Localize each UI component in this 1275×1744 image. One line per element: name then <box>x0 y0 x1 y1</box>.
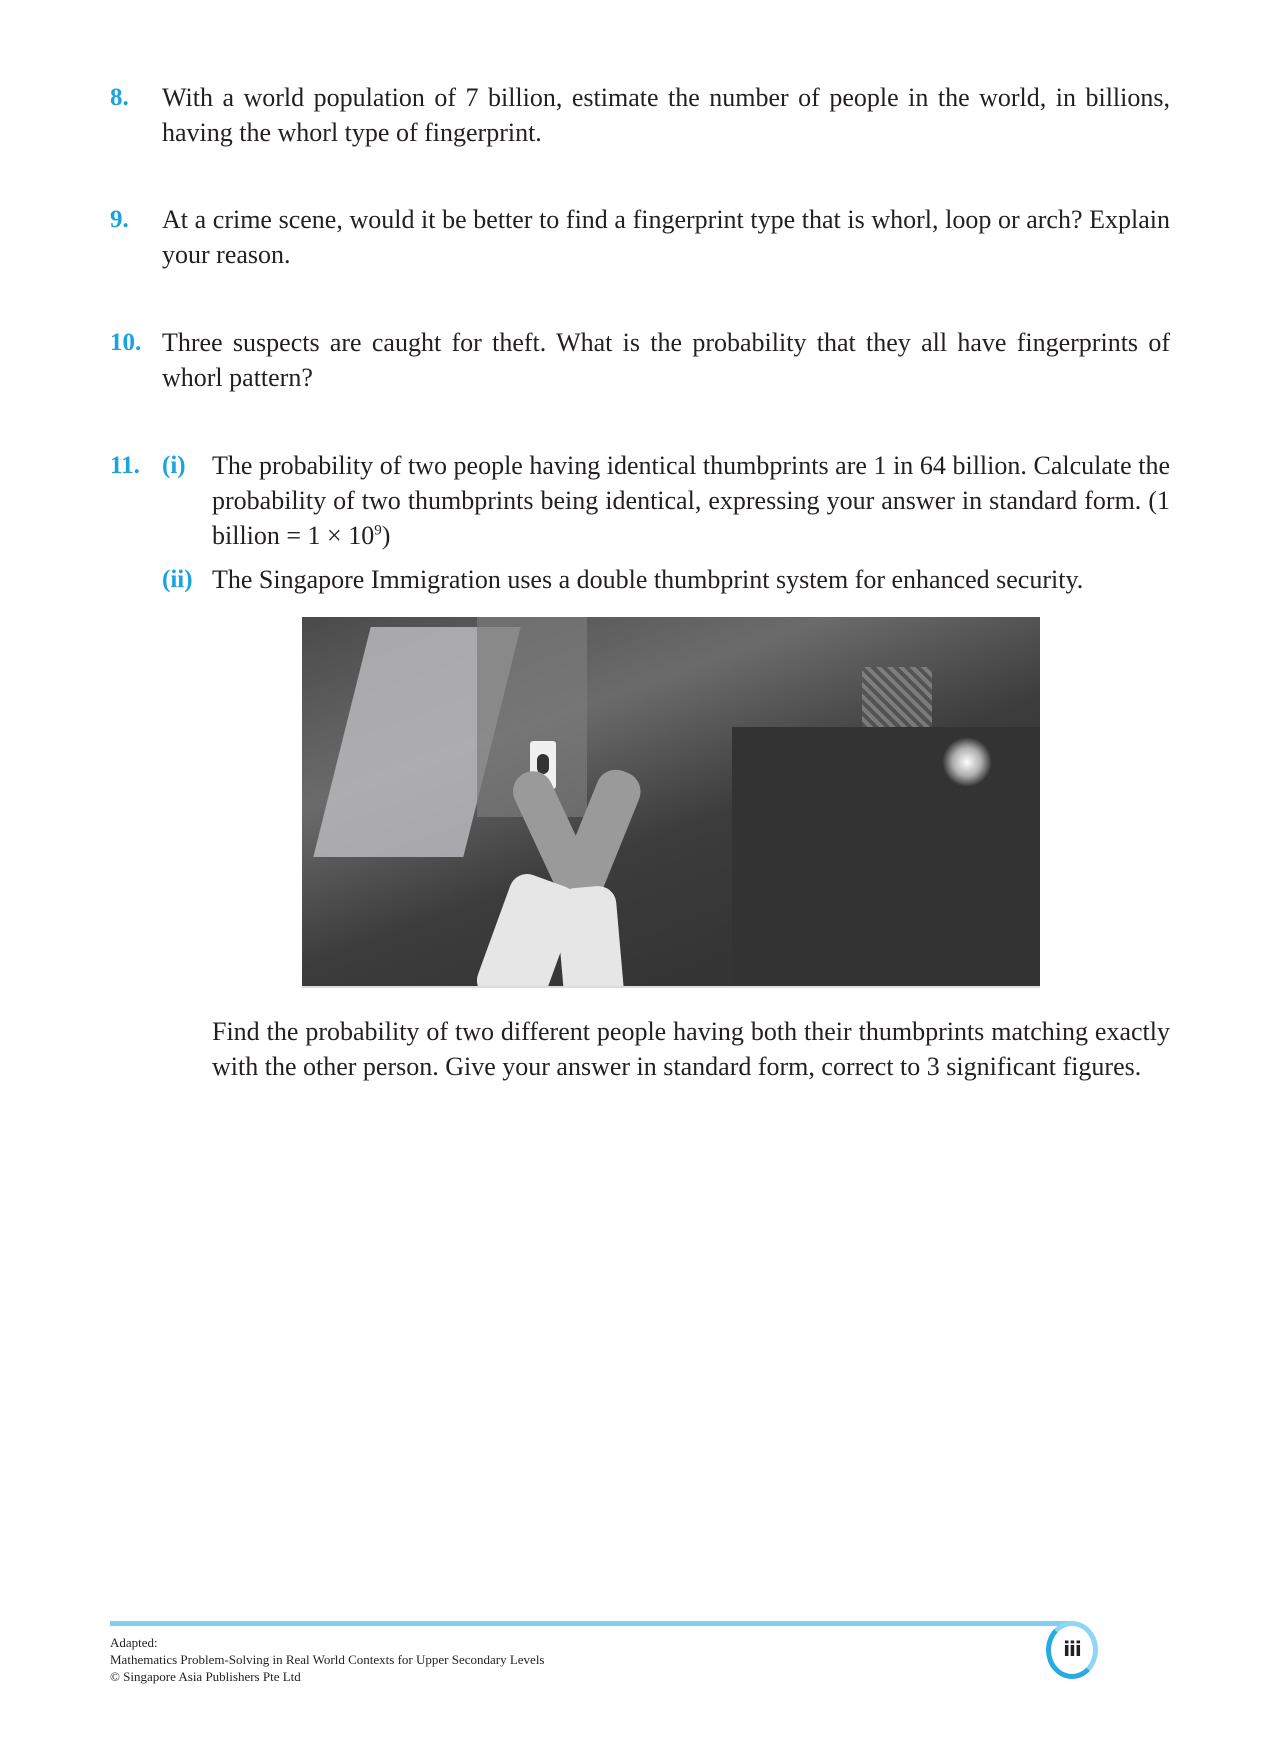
footer-divider <box>110 1621 1070 1626</box>
photo-keypad <box>862 667 932 727</box>
part-label-ii: (ii) <box>162 566 193 593</box>
thumbprint-scanner-photo <box>302 617 1040 988</box>
part-i-text <box>212 448 1170 553</box>
part-ii-text: The Singapore Immigration uses a double thumbprint system for enhanced security. <box>212 565 1084 594</box>
question-text: At a crime scene, would it be better to find a fingerprint type that is whorl, loop or arch? Explain your reason. <box>162 205 1170 269</box>
page-number-badge <box>1046 1621 1104 1683</box>
footer-source-title: Mathematics Problem-Solving in Real World Contexts for Upper Secondary Levels <box>110 1652 545 1667</box>
question-10 <box>110 325 1170 395</box>
question-number: 11. <box>110 452 140 479</box>
question-11-follow-up <box>110 1014 1170 1084</box>
footer-credits <box>110 1634 545 1685</box>
footer-copyright: © Singapore Asia Publishers Pte Ltd <box>110 1669 301 1684</box>
photo-right-sleeve <box>555 885 625 988</box>
part-i-body: The probability of two people having identical thumbprints are 1 in 64 billion. Calculate the probability of two thumbprints being identical, expressing your answer in standard form. (1 billion = 1 × 10 <box>212 451 1170 550</box>
exponent: 9 <box>374 522 382 539</box>
photo-light <box>942 737 992 787</box>
question-8 <box>110 80 1170 150</box>
question-number: 8. <box>110 84 129 111</box>
photo-counter <box>732 727 1040 986</box>
question-text: With a world population of 7 billion, estimate the number of people in the world, in billions, having the whorl type of fingerprint. <box>162 83 1170 147</box>
question-number: 9. <box>110 206 129 233</box>
question-number: 10. <box>110 329 142 356</box>
question-text: Three suspects are caught for theft. What is the probability that they all have fingerprints of whorl pattern? <box>162 328 1170 392</box>
page-number: iii <box>1063 1637 1081 1661</box>
question-11 <box>110 448 1170 597</box>
question-9 <box>110 202 1170 272</box>
part-label-i: (i) <box>162 452 186 479</box>
follow-up-text: Find the probability of two different people having both their thumbprints matching exactly with the other person. Give your answer in standard form, correct to 3 significant figures. <box>212 1017 1170 1081</box>
footer-adapted: Adapted: <box>110 1635 158 1650</box>
part-i-close: ) <box>381 521 391 550</box>
